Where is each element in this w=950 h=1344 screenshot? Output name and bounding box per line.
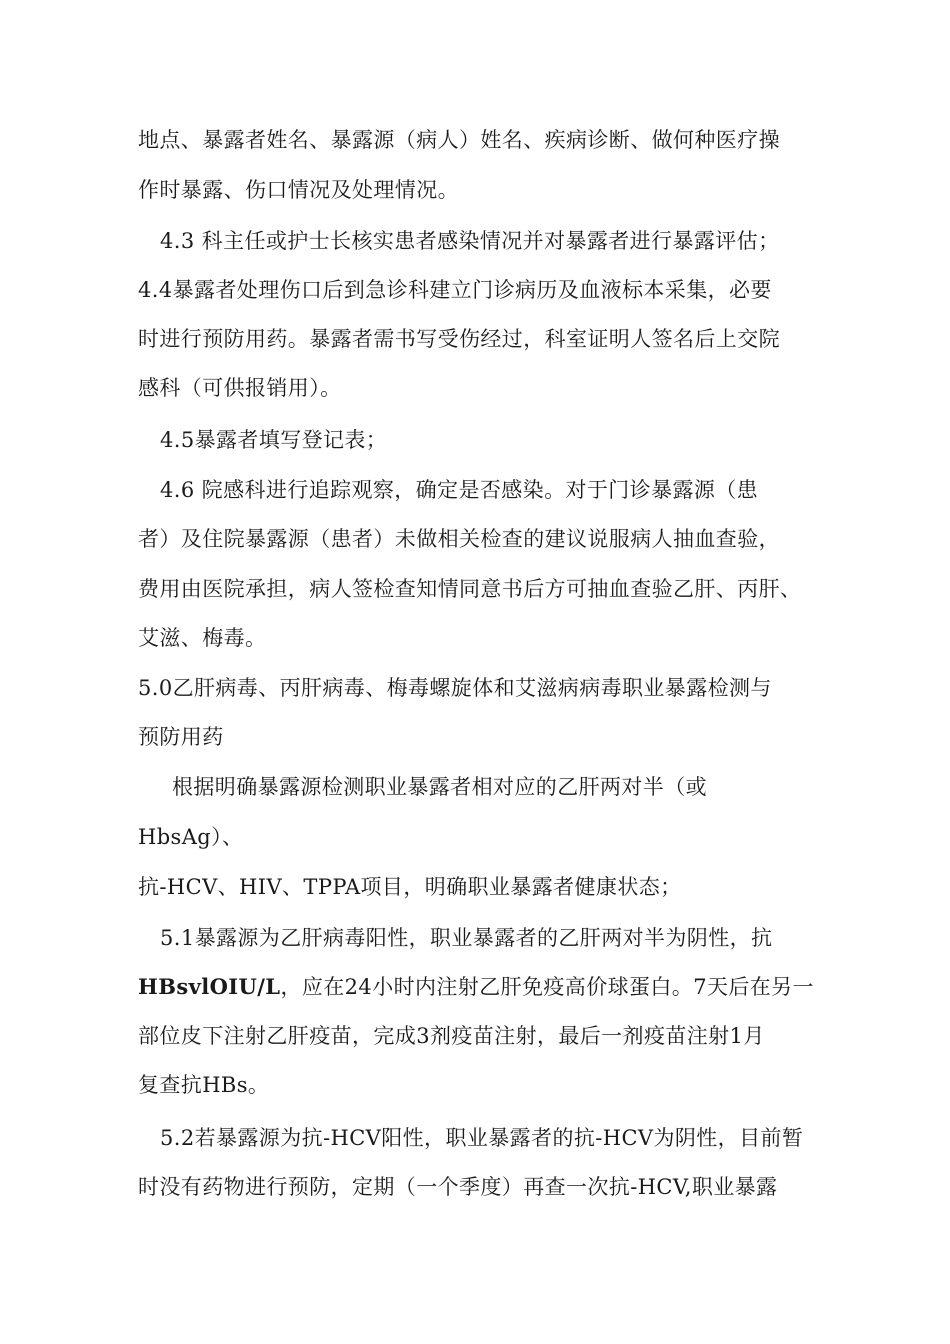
paragraph-line: 时进行预防用药。暴露者需书写受伤经过，科室证明人签名后上交院 [138, 327, 780, 351]
paragraph-line: 5.2若暴露源为抗-HCV阳性，职业暴露者的抗-HCV为阴性，目前暂 [160, 1126, 804, 1150]
paragraph-line: 艾滋、梅毒。 [138, 626, 267, 650]
paragraph-line: 5.1暴露源为乙肝病毒阳性，职业暴露者的乙肝两对半为阴性，抗 [160, 926, 773, 950]
paragraph-line [138, 973, 814, 1001]
paragraph-line: 抗-HCV、HIV、TPPA项目，明确职业暴露者健康状态； [138, 875, 682, 899]
paragraph-line: 者）及住院暴露源（患者）未做相关检查的建议说服病人抽血查验， [138, 527, 780, 551]
paragraph-line: 时没有药物进行预防，定期（一个季度）再查一次抗-HCV,职业暴露 [138, 1175, 778, 1199]
paragraph-line: 费用由医院承担，病人签检查知情同意书后方可抽血查验乙肝、丙肝、 [138, 577, 802, 601]
hbs-threshold-text: HBsvlOIU/L [138, 974, 281, 999]
paragraph-line: HbsAg）、 [138, 825, 244, 849]
paragraph-line: 感科（可供报销用）。 [138, 376, 342, 400]
paragraph-line: 作时暴露、伤口情况及处理情况。 [138, 178, 459, 202]
paragraph-line: 4.6 院感科进行追踪观察，确定是否感染。对于门诊暴露源（患 [160, 478, 759, 502]
paragraph-line: 地点、暴露者姓名、暴露源（病人）姓名、疾病诊断、做何种医疗操 [138, 128, 780, 152]
paragraph-line: 部位皮下注射乙肝疫苗，完成3剂疫苗注射，最后一剂疫苗注射1月 [138, 1024, 765, 1048]
paragraph-line: 4.3 科主任或护士长核实患者感染情况并对暴露者进行暴露评估； [160, 229, 780, 253]
paragraph-line: 复查抗HBs。 [138, 1073, 270, 1097]
paragraph-line: 根据明确暴露源检测职业暴露者相对应的乙肝两对半（或 [172, 775, 707, 799]
paragraph-line: 4.4暴露者处理伤口后到急诊科建立门诊病历及血液标本采集，必要 [138, 278, 772, 302]
paragraph-line: 4.5暴露者填写登记表； [160, 428, 388, 452]
section-heading-line: 5.0乙肝病毒、丙肝病毒、梅毒螺旋体和艾滋病病毒职业暴露检测与 [138, 676, 772, 700]
section-heading-line: 预防用药 [138, 725, 224, 749]
paragraph-line-rest: ，应在24小时内注射乙肝免疫高价球蛋白。7天后在另一 [280, 975, 814, 999]
